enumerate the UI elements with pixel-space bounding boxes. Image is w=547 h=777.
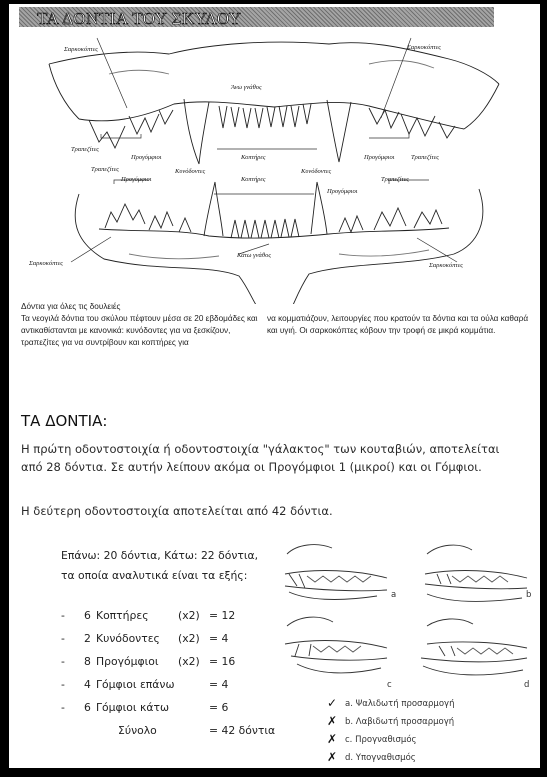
label-carnassial-lower-right: Σαρκοκόπτες — [429, 262, 463, 269]
row-total: = 6 — [209, 701, 229, 714]
caption-heading: Δόντια για όλες τις δουλειές — [21, 302, 121, 311]
paragraph-1-line-2: από 28 δόντια. Σε αυτήν λείπουν ακόμα οι Προγόμφιοι 1 (μικροί) και οι Γόμφιοι. — [21, 460, 482, 474]
paragraph-2: Η δεύτερη οδοντοστοιχία αποτελείται από 42 δόντια. — [21, 504, 333, 518]
label-carnassial-upper-left: Σαρκοκόπτες — [64, 46, 98, 53]
section-heading: ΤΑ ΔΟΝΤΙΑ: — [21, 412, 108, 430]
row-dash: - — [61, 609, 65, 622]
bite-illustrations — [277, 534, 539, 694]
paragraph-1-line-1: Η πρώτη οδοντοστοιχία ή οδοντοστοιχία "γάλακτος" των κουταβιών, αποτελείται — [21, 442, 500, 456]
label-lower-jaw: Κάτω γνάθος — [237, 252, 272, 259]
row-total: = 16 — [209, 655, 236, 668]
caption-right-text: να κομματιάζουν, λειτουργίες που κρατούν τα δόντια και τα ούλα καθαρά και υγιή. Οι σαρκοκόπτες κόβουν την τροφή σε μικρά κομμάτια. — [267, 314, 529, 335]
total-label: Σύνολο — [118, 724, 157, 737]
label-incisors-lower: Κοπτήρες — [241, 176, 266, 183]
row-total: = 4 — [209, 678, 229, 691]
row-name: Γόμφιοι κάτω — [96, 701, 169, 714]
row-multiplier: (x2) — [178, 609, 200, 622]
row-total: = 12 — [209, 609, 236, 622]
legend-item: c. Προγναθισμός — [345, 735, 417, 745]
label-molars-lower-right: Τραπεζίτες — [381, 176, 409, 183]
row-name: Προγόμφιοι — [96, 655, 159, 668]
row-dash: - — [61, 632, 65, 645]
label-premolars-lower-left: Προγόμφιοι — [121, 176, 152, 183]
label-incisors-upper: Κοπτήρες — [241, 154, 266, 161]
label-molars-lower-left: Τραπεζίτες — [91, 166, 119, 173]
intro-line-1: Επάνω: 20 δόντια, Κάτω: 22 δόντια, — [61, 549, 259, 562]
label-carnassial-lower-left: Σαρκοκόπτες — [29, 260, 63, 267]
label-molars-upper-left: Τραπεζίτες — [71, 146, 99, 153]
row-name: Κυνόδοντες — [96, 632, 160, 645]
row-dash: - — [61, 701, 65, 714]
row-count: 6 — [84, 701, 91, 714]
cross-icon: ✗ — [327, 750, 338, 764]
label-molars-upper-right: Τραπεζίτες — [411, 154, 439, 161]
row-dash: - — [61, 655, 65, 668]
figure-title: ΤΑ ΔΟΝΤΙΑ ΤΟΥ ΣΚΥΛΟΥ — [37, 9, 242, 28]
bite-letter-c: c — [387, 680, 392, 690]
bite-letter-d: d — [524, 680, 530, 690]
bite-letter-b: b — [526, 590, 532, 600]
label-carnassial-upper-right: Σαρκοκόπτες — [407, 44, 441, 51]
check-icon: ✓ — [327, 696, 338, 710]
row-name: Κοπτήρες — [96, 609, 149, 622]
row-count: 8 — [84, 655, 91, 668]
intro-line-2: τα οποία αναλυτικά είναι τα εξής: — [61, 569, 248, 582]
label-canines-right: Κυνόδοντες — [301, 168, 332, 175]
row-count: 6 — [84, 609, 91, 622]
row-multiplier: (x2) — [178, 632, 200, 645]
row-count: 2 — [84, 632, 91, 645]
document-page — [9, 4, 540, 768]
label-upper-jaw: Άνω γνάθος — [231, 84, 262, 91]
cross-icon: ✗ — [327, 732, 338, 746]
legend-item: b. Λαβιδωτή προσαρμογή — [345, 717, 455, 727]
row-dash: - — [61, 678, 65, 691]
legend-item: d. Υπογναθισμός — [345, 753, 416, 763]
label-canines-left: Κυνόδοντες — [175, 168, 206, 175]
caption-left-text: Τα νεογιλά δόντια του σκύλου πέφτουν μέσα σε 20 εβδομάδες και αντικαθίστανται με κανονικά: κυνόδοντες για να ξεσκίζουν, τραπεζίτες για να συντρίβουν και κοπτήρες για — [21, 314, 258, 347]
label-premolars-upper-left: Προγόμφιοι — [131, 154, 162, 161]
row-name: Γόμφιοι επάνω — [96, 678, 175, 691]
label-premolars-upper-right: Προγόμφιοι — [364, 154, 395, 161]
row-count: 4 — [84, 678, 91, 691]
total-value: = 42 δόντια — [209, 724, 276, 737]
cross-icon: ✗ — [327, 714, 338, 728]
label-premolars-lower-right: Προγόμφιοι — [327, 188, 358, 195]
row-multiplier: (x2) — [178, 655, 200, 668]
legend-item: a. Ψαλιδωτή προσαρμογή — [345, 699, 455, 709]
bite-letter-a: a — [391, 590, 397, 600]
row-total: = 4 — [209, 632, 229, 645]
caption-left — [21, 301, 261, 349]
